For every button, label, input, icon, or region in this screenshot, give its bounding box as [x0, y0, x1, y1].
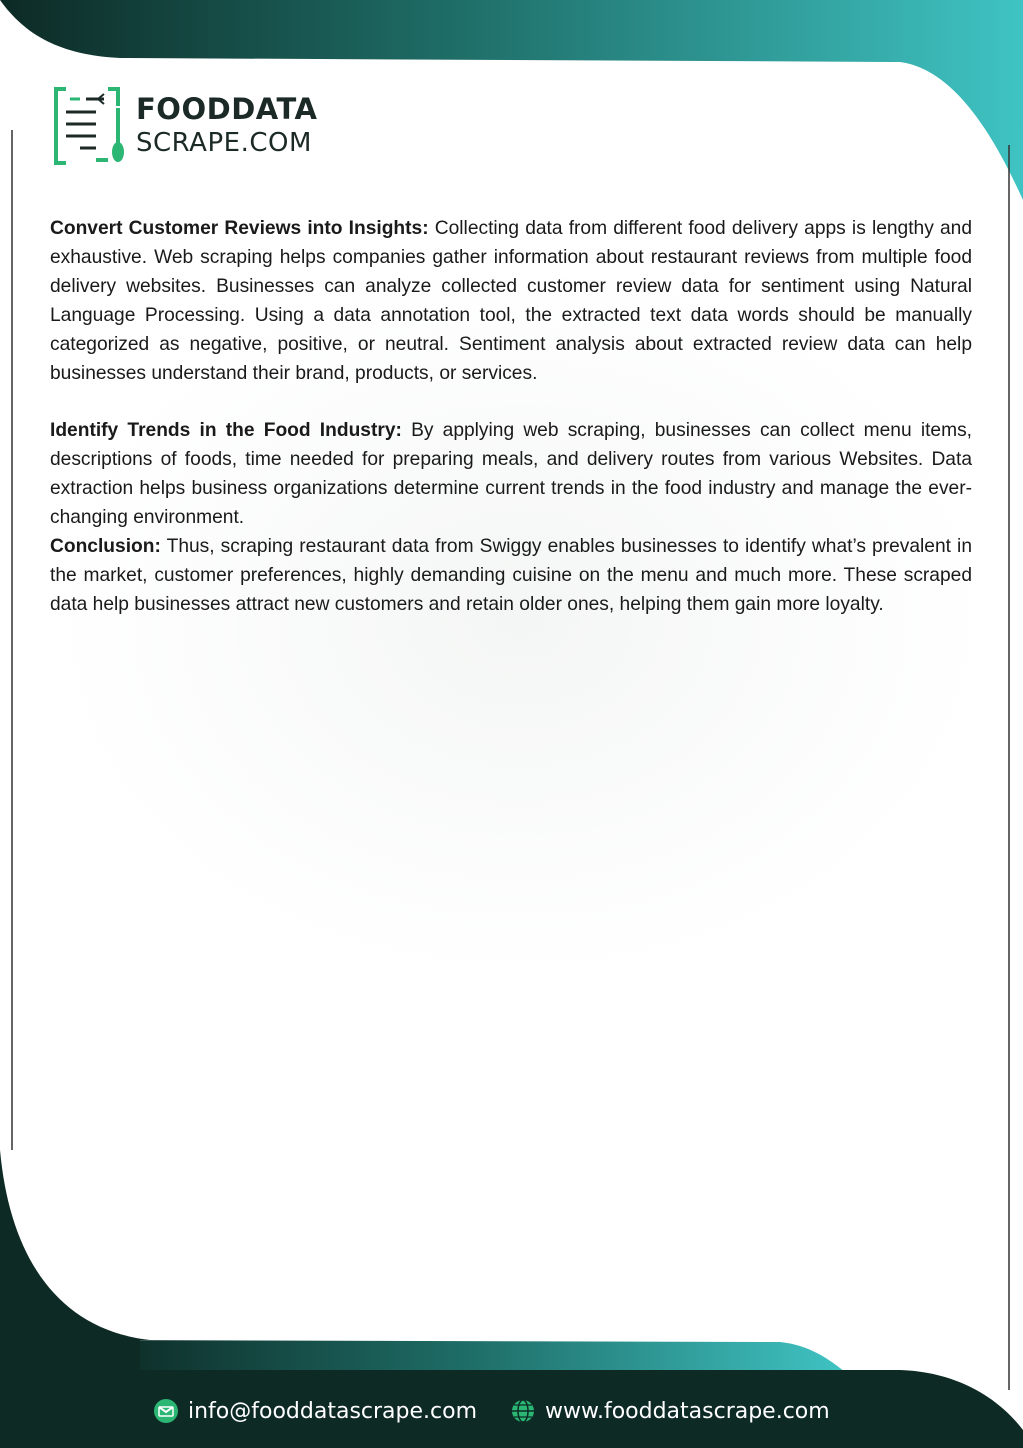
- logo-text-secondary: SCRAPE.COM: [136, 128, 312, 158]
- website-link[interactable]: www.fooddatascrape.com: [545, 1398, 830, 1424]
- section-text: Collecting data from different food delivery apps is lengthy and exhaustive. Web scraping helps companies gather information about restaurant reviews from multiple food delivery websites. Businesses can analyze collected customer review data for sentiment using Natural Language Processing. Using a data annotation tool, the extracted text data words should be manually categorized as negative, positive, or neutral. Sentiment analysis about extracted review data can help businesses understand their brand, products, or services.: [50, 218, 973, 384]
- section-text: Thus, scraping restaurant data from Swiggy enables businesses to identify what’s prevalent in the market, customer preferences, highly demanding cuisine on the menu and much more. These scraped data help businesses attract new customers and retain older ones, helping them gain more loyalty.: [50, 535, 972, 615]
- bottom-left-curve: [0, 1150, 150, 1340]
- footer-email[interactable]: [154, 1396, 477, 1426]
- logo: [52, 86, 352, 170]
- article-body: [50, 215, 972, 620]
- section-heading: Identify Trends in the Food Industry:: [50, 420, 402, 442]
- section-text: By applying web scraping, businesses can collect menu items, descriptions of foods, time needed for preparing meals, and delivery routes from various Websites. Data extraction helps business organizations determine current trends in the food industry and manage the ever-changing environment.: [50, 420, 973, 529]
- globe-icon: [511, 1399, 535, 1423]
- section-reviews: [50, 215, 972, 388]
- email-link[interactable]: info@fooddatascrape.com: [188, 1398, 478, 1424]
- footer-website[interactable]: [511, 1396, 830, 1426]
- section-heading: Convert Customer Reviews into Insights:: [50, 218, 429, 239]
- bottom-teal-strip: [100, 1340, 845, 1372]
- logo-text-primary: FOODDATA: [136, 92, 318, 126]
- section-conclusion: [50, 533, 972, 620]
- section-heading: Conclusion:: [50, 535, 161, 557]
- menu-card-spoon-icon: [52, 86, 124, 166]
- email-icon: [154, 1399, 178, 1423]
- section-trends: [50, 417, 972, 533]
